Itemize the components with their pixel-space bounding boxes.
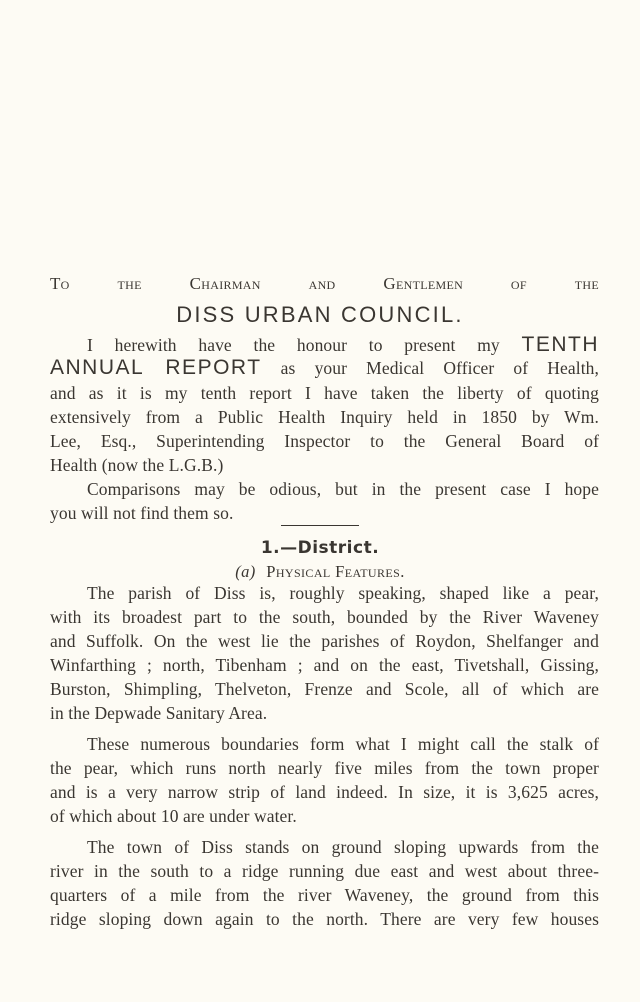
- para2-line-2: the pear, which runs north nearly five miles from the town proper: [50, 758, 599, 778]
- intro-line-2: [50, 356, 599, 380]
- addressee-line: To the Chairman and Gentlemen of the: [50, 274, 599, 293]
- para2-line-4: of which about 10 are under water.: [50, 806, 297, 826]
- council-title: DISS URBAN COUNCIL.: [176, 302, 464, 327]
- annual-report-emphasis: ANNUAL REPORT: [50, 356, 262, 379]
- para1-line-1: The parish of Diss is, roughly speaking, shaped like a pear,: [87, 583, 599, 603]
- comparisons-line-2: you will not find them so.: [50, 503, 234, 523]
- para2-line-1: These numerous boundaries form what I might call the stalk of: [87, 734, 599, 754]
- para1-line-4: Winfarthing ; north, Tibenham ; and on the east, Tivetshall, Gissing,: [50, 655, 599, 675]
- para3-line-4: ridge sloping down again to the north. There are very few houses: [50, 909, 599, 929]
- subsection-title: Physical Features.: [266, 562, 405, 581]
- para3-line-2: river in the south to a ridge running due east and west about three-: [50, 861, 599, 881]
- para1-line-6: in the Depwade Sanitary Area.: [50, 703, 268, 723]
- section-heading: 1.—District.: [260, 538, 380, 558]
- section-divider: [281, 525, 359, 526]
- para3-line-1: The town of Diss stands on ground sloping upwards from the: [87, 837, 599, 857]
- para3-line-3: quarters of a mile from the river Waveney, the ground from this: [50, 885, 599, 905]
- para1-line-5: Burston, Shimpling, Thelveton, Frenze and Scole, all of which are: [50, 679, 599, 699]
- tenth-emphasis: TENTH: [521, 333, 599, 356]
- para1-line-2: with its broadest part to the south, bounded by the River Waveney: [50, 607, 599, 627]
- intro-line-3: and as it is my tenth report I have taken the liberty of quoting: [50, 383, 599, 403]
- intro-line-4: extensively from a Public Health Inquiry held in 1850 by Wm.: [50, 407, 599, 427]
- para2-line-3: and is a very narrow strip of land indeed. In size, it is 3,625 acres,: [50, 782, 599, 802]
- intro-line-5: Lee, Esq., Superintending Inspector to the General Board of: [50, 431, 599, 451]
- intro-line-2-text: as your Medical Officer of Health,: [280, 358, 599, 378]
- para1-line-3: and Suffolk. On the west lie the parishes of Roydon, Shelfanger and: [50, 631, 599, 651]
- intro-line-1: [50, 333, 599, 357]
- intro-line-6: Health (now the L.G.B.): [50, 455, 224, 475]
- subsection-label: (a): [235, 562, 256, 581]
- comparisons-line-1: Comparisons may be odious, but in the present case I hope: [87, 479, 599, 499]
- intro-line-1-text: I herewith have the honour to present my: [87, 335, 500, 355]
